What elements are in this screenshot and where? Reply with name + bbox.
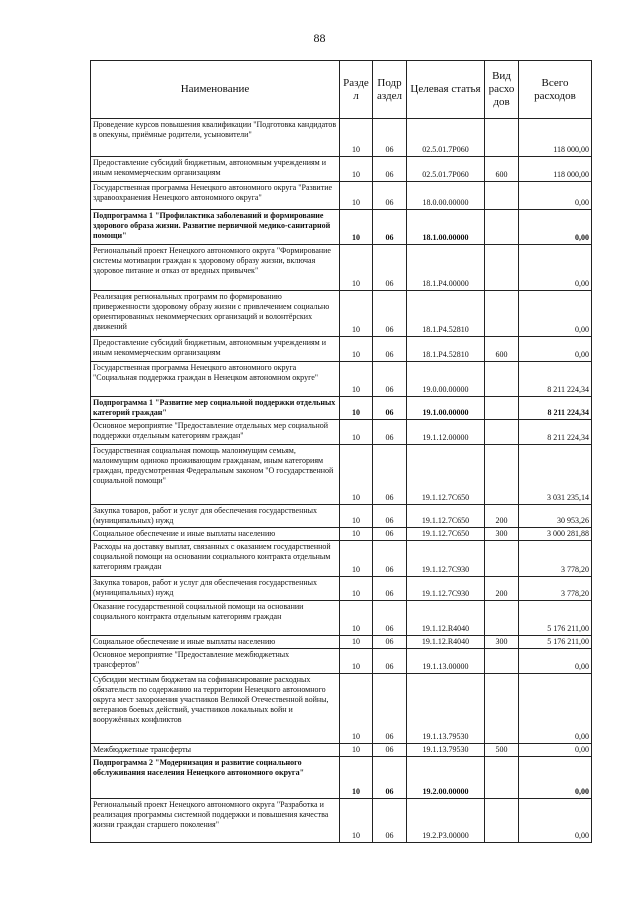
row-expense-type: 600 [485,337,519,362]
header-subsection: Подр аздел [373,61,407,119]
row-total: 0,00 [519,799,592,843]
row-subsection: 06 [373,445,407,505]
row-total: 5 176 211,00 [519,601,592,636]
row-subsection: 06 [373,420,407,445]
row-expense-type [485,291,519,337]
table-row [91,601,592,636]
row-total: 0,00 [519,291,592,337]
row-name: Региональный проект Ненецкого автономного округа "Формирование системы мотивации граждан к здоровому образу жизни, включая здоровое питание и отказ от вредных привычек" [91,245,340,291]
row-total: 30 953,26 [519,505,592,528]
row-expense-type: 500 [485,744,519,757]
row-name: Подпрограмма 1 "Профилактика заболеваний и формирование здорового образа жизни. Развитие первичной медико-санитарной помощи" [91,210,340,245]
row-expense-type: 300 [485,528,519,541]
row-expense-type [485,245,519,291]
row-expense-type [485,397,519,420]
table-row [91,636,592,649]
row-total: 0,00 [519,757,592,799]
row-name: Региональный проект Ненецкого автономного округа "Разработка и реализация программы системной поддержки и повышения качества жизни граждан старшего поколения" [91,799,340,843]
row-name: Предоставление субсидий бюджетным, автономным учреждениям и иным некоммерческим организациям [91,337,340,362]
row-name: Проведение курсов повышения квалификации "Подготовка кандидатов в опекуны, приёмные родители, усыновители" [91,119,340,157]
row-subsection: 06 [373,210,407,245]
row-subsection: 06 [373,119,407,157]
row-total: 0,00 [519,245,592,291]
row-expense-type [485,362,519,397]
table-row [91,210,592,245]
table-row [91,291,592,337]
row-section: 10 [340,210,373,245]
row-subsection: 06 [373,397,407,420]
row-expense-type [485,799,519,843]
row-total: 0,00 [519,337,592,362]
row-total: 0,00 [519,674,592,744]
row-section: 10 [340,397,373,420]
row-total: 3 000 281,88 [519,528,592,541]
row-section: 10 [340,601,373,636]
row-expense-type: 200 [485,505,519,528]
row-name: Социальное обеспечение и иные выплаты населению [91,528,340,541]
row-name: Социальное обеспечение и иные выплаты населению [91,636,340,649]
table-row [91,799,592,843]
row-subsection: 06 [373,674,407,744]
row-total: 0,00 [519,182,592,210]
row-subsection: 06 [373,799,407,843]
row-target: 19.1.12.7С930 [407,541,485,577]
row-target: 19.1.00.00000 [407,397,485,420]
row-subsection: 06 [373,182,407,210]
row-section: 10 [340,674,373,744]
row-section: 10 [340,291,373,337]
row-subsection: 06 [373,541,407,577]
row-target: 19.1.13.79530 [407,674,485,744]
row-section: 10 [340,445,373,505]
row-name: Закупка товаров, работ и услуг для обеспечения государственных (муниципальных) нужд [91,577,340,601]
row-expense-type [485,649,519,674]
row-target: 19.2.Р3.00000 [407,799,485,843]
row-target: 02.5.01.7Р060 [407,119,485,157]
row-expense-type: 300 [485,636,519,649]
row-name: Расходы на доставку выплат, связанных с оказанием государственной социальной помощи на основании социального контракта отдельным категориям граждан [91,541,340,577]
row-target: 19.1.12.7С930 [407,577,485,601]
row-subsection: 06 [373,362,407,397]
row-target: 18.1.Р4.52810 [407,291,485,337]
row-name: Закупка товаров, работ и услуг для обеспечения государственных (муниципальных) нужд [91,505,340,528]
row-name: Реализация региональных программ по формированию приверженности здоровому образу жизни с привлечением социально ориентированных некоммерческих организаций и волонтёрских движений [91,291,340,337]
row-section: 10 [340,245,373,291]
row-name: Подпрограмма 1 "Развитие мер социальной поддержки отдельных категорий граждан" [91,397,340,420]
row-section: 10 [340,420,373,445]
table-header-row [91,61,592,119]
row-target: 18.0.00.00000 [407,182,485,210]
row-section: 10 [340,157,373,182]
table-body [91,119,592,843]
row-subsection: 06 [373,337,407,362]
row-section: 10 [340,649,373,674]
table-row [91,362,592,397]
row-target: 19.2.00.00000 [407,757,485,799]
row-subsection: 06 [373,157,407,182]
row-total: 0,00 [519,649,592,674]
table-row [91,757,592,799]
row-expense-type [485,445,519,505]
header-total: Всего расходов [519,61,592,119]
table-row [91,744,592,757]
row-total: 8 211 224,34 [519,397,592,420]
row-expense-type: 600 [485,157,519,182]
row-total: 0,00 [519,210,592,245]
row-section: 10 [340,505,373,528]
row-total: 118 000,00 [519,119,592,157]
row-total: 118 000,00 [519,157,592,182]
row-total: 0,00 [519,744,592,757]
table-row [91,119,592,157]
row-target: 19.0.00.00000 [407,362,485,397]
row-name: Основное мероприятие "Предоставление отдельных мер социальной поддержки отдельным категориям граждан" [91,420,340,445]
row-section: 10 [340,528,373,541]
table-row [91,541,592,577]
table-row [91,337,592,362]
row-subsection: 06 [373,528,407,541]
row-target: 02.5.01.7Р060 [407,157,485,182]
row-subsection: 06 [373,636,407,649]
row-expense-type: 200 [485,577,519,601]
table-row [91,182,592,210]
header-expense-type: Вид расхо дов [485,61,519,119]
row-total: 8 211 224,34 [519,420,592,445]
row-section: 10 [340,744,373,757]
row-expense-type [485,210,519,245]
row-target: 18.1.Р4.52810 [407,337,485,362]
row-total: 8 211 224,34 [519,362,592,397]
row-subsection: 06 [373,505,407,528]
row-target: 19.1.12.00000 [407,420,485,445]
budget-table [90,60,592,843]
row-target: 19.1.13.79530 [407,744,485,757]
row-section: 10 [340,182,373,210]
table-row [91,577,592,601]
row-target: 19.1.12.7С650 [407,445,485,505]
row-total: 3 778,20 [519,577,592,601]
row-target: 19.1.13.00000 [407,649,485,674]
row-total: 3 031 235,14 [519,445,592,505]
row-section: 10 [340,119,373,157]
row-expense-type [485,757,519,799]
row-name: Государственная программа Ненецкого автономного округа "Социальная поддержка граждан в Ненецком автономном округе" [91,362,340,397]
row-section: 10 [340,541,373,577]
row-subsection: 06 [373,291,407,337]
row-total: 5 176 211,00 [519,636,592,649]
header-name: Наименование [91,61,340,119]
row-target: 19.1.12.R4040 [407,601,485,636]
table-row [91,445,592,505]
row-section: 10 [340,362,373,397]
row-subsection: 06 [373,744,407,757]
row-subsection: 06 [373,757,407,799]
row-target: 18.1.Р4.00000 [407,245,485,291]
table-row [91,397,592,420]
table-row [91,649,592,674]
row-subsection: 06 [373,649,407,674]
row-target: 19.1.12.7С650 [407,505,485,528]
row-expense-type [485,541,519,577]
row-name: Межбюджетные трансферты [91,744,340,757]
table-row [91,528,592,541]
row-expense-type [485,182,519,210]
row-name: Оказание государственной социальной помощи на основании социального контракта отдельным категориям граждан [91,601,340,636]
row-name: Субсидии местным бюджетам на софинансирование расходных обязательств по содержанию на территории Ненецкого автономного округа мест захоронения участников Великой Отечественной войны, ветеранов боевых действий, участников локальных войн и вооружённых конфликтов [91,674,340,744]
row-expense-type [485,674,519,744]
row-target: 19.1.12.R4040 [407,636,485,649]
table-row [91,420,592,445]
row-name: Предоставление субсидий бюджетным, автономным учреждениям и иным некоммерческим организациям [91,157,340,182]
row-name: Подпрограмма 2 "Модернизация и развитие социального обслуживания населения Ненецкого автономного округа" [91,757,340,799]
row-target: 18.1.00.00000 [407,210,485,245]
row-name: Основное мероприятие "Предоставление межбюджетных трансфертов" [91,649,340,674]
row-section: 10 [340,636,373,649]
row-section: 10 [340,337,373,362]
row-section: 10 [340,757,373,799]
row-section: 10 [340,577,373,601]
table-row [91,674,592,744]
row-target: 19.1.12.7С650 [407,528,485,541]
row-name: Государственная социальная помощь малоимущим семьям, малоимущим одиноко проживающим гражданам, иным категориям граждан, предусмотренная Федеральным законом "О государственной социальной помощи" [91,445,340,505]
page-number: 88 [313,31,326,45]
row-section: 10 [340,799,373,843]
row-name: Государственная программа Ненецкого автономного округа "Развитие здравоохранения Ненецкого автономного округа" [91,182,340,210]
header-section: Разде л [340,61,373,119]
table-row [91,505,592,528]
table-row [91,157,592,182]
row-expense-type [485,420,519,445]
row-expense-type [485,119,519,157]
row-subsection: 06 [373,577,407,601]
row-expense-type [485,601,519,636]
row-subsection: 06 [373,601,407,636]
row-total: 3 778,20 [519,541,592,577]
header-target: Целевая статья [407,61,485,119]
row-subsection: 06 [373,245,407,291]
table-row [91,245,592,291]
